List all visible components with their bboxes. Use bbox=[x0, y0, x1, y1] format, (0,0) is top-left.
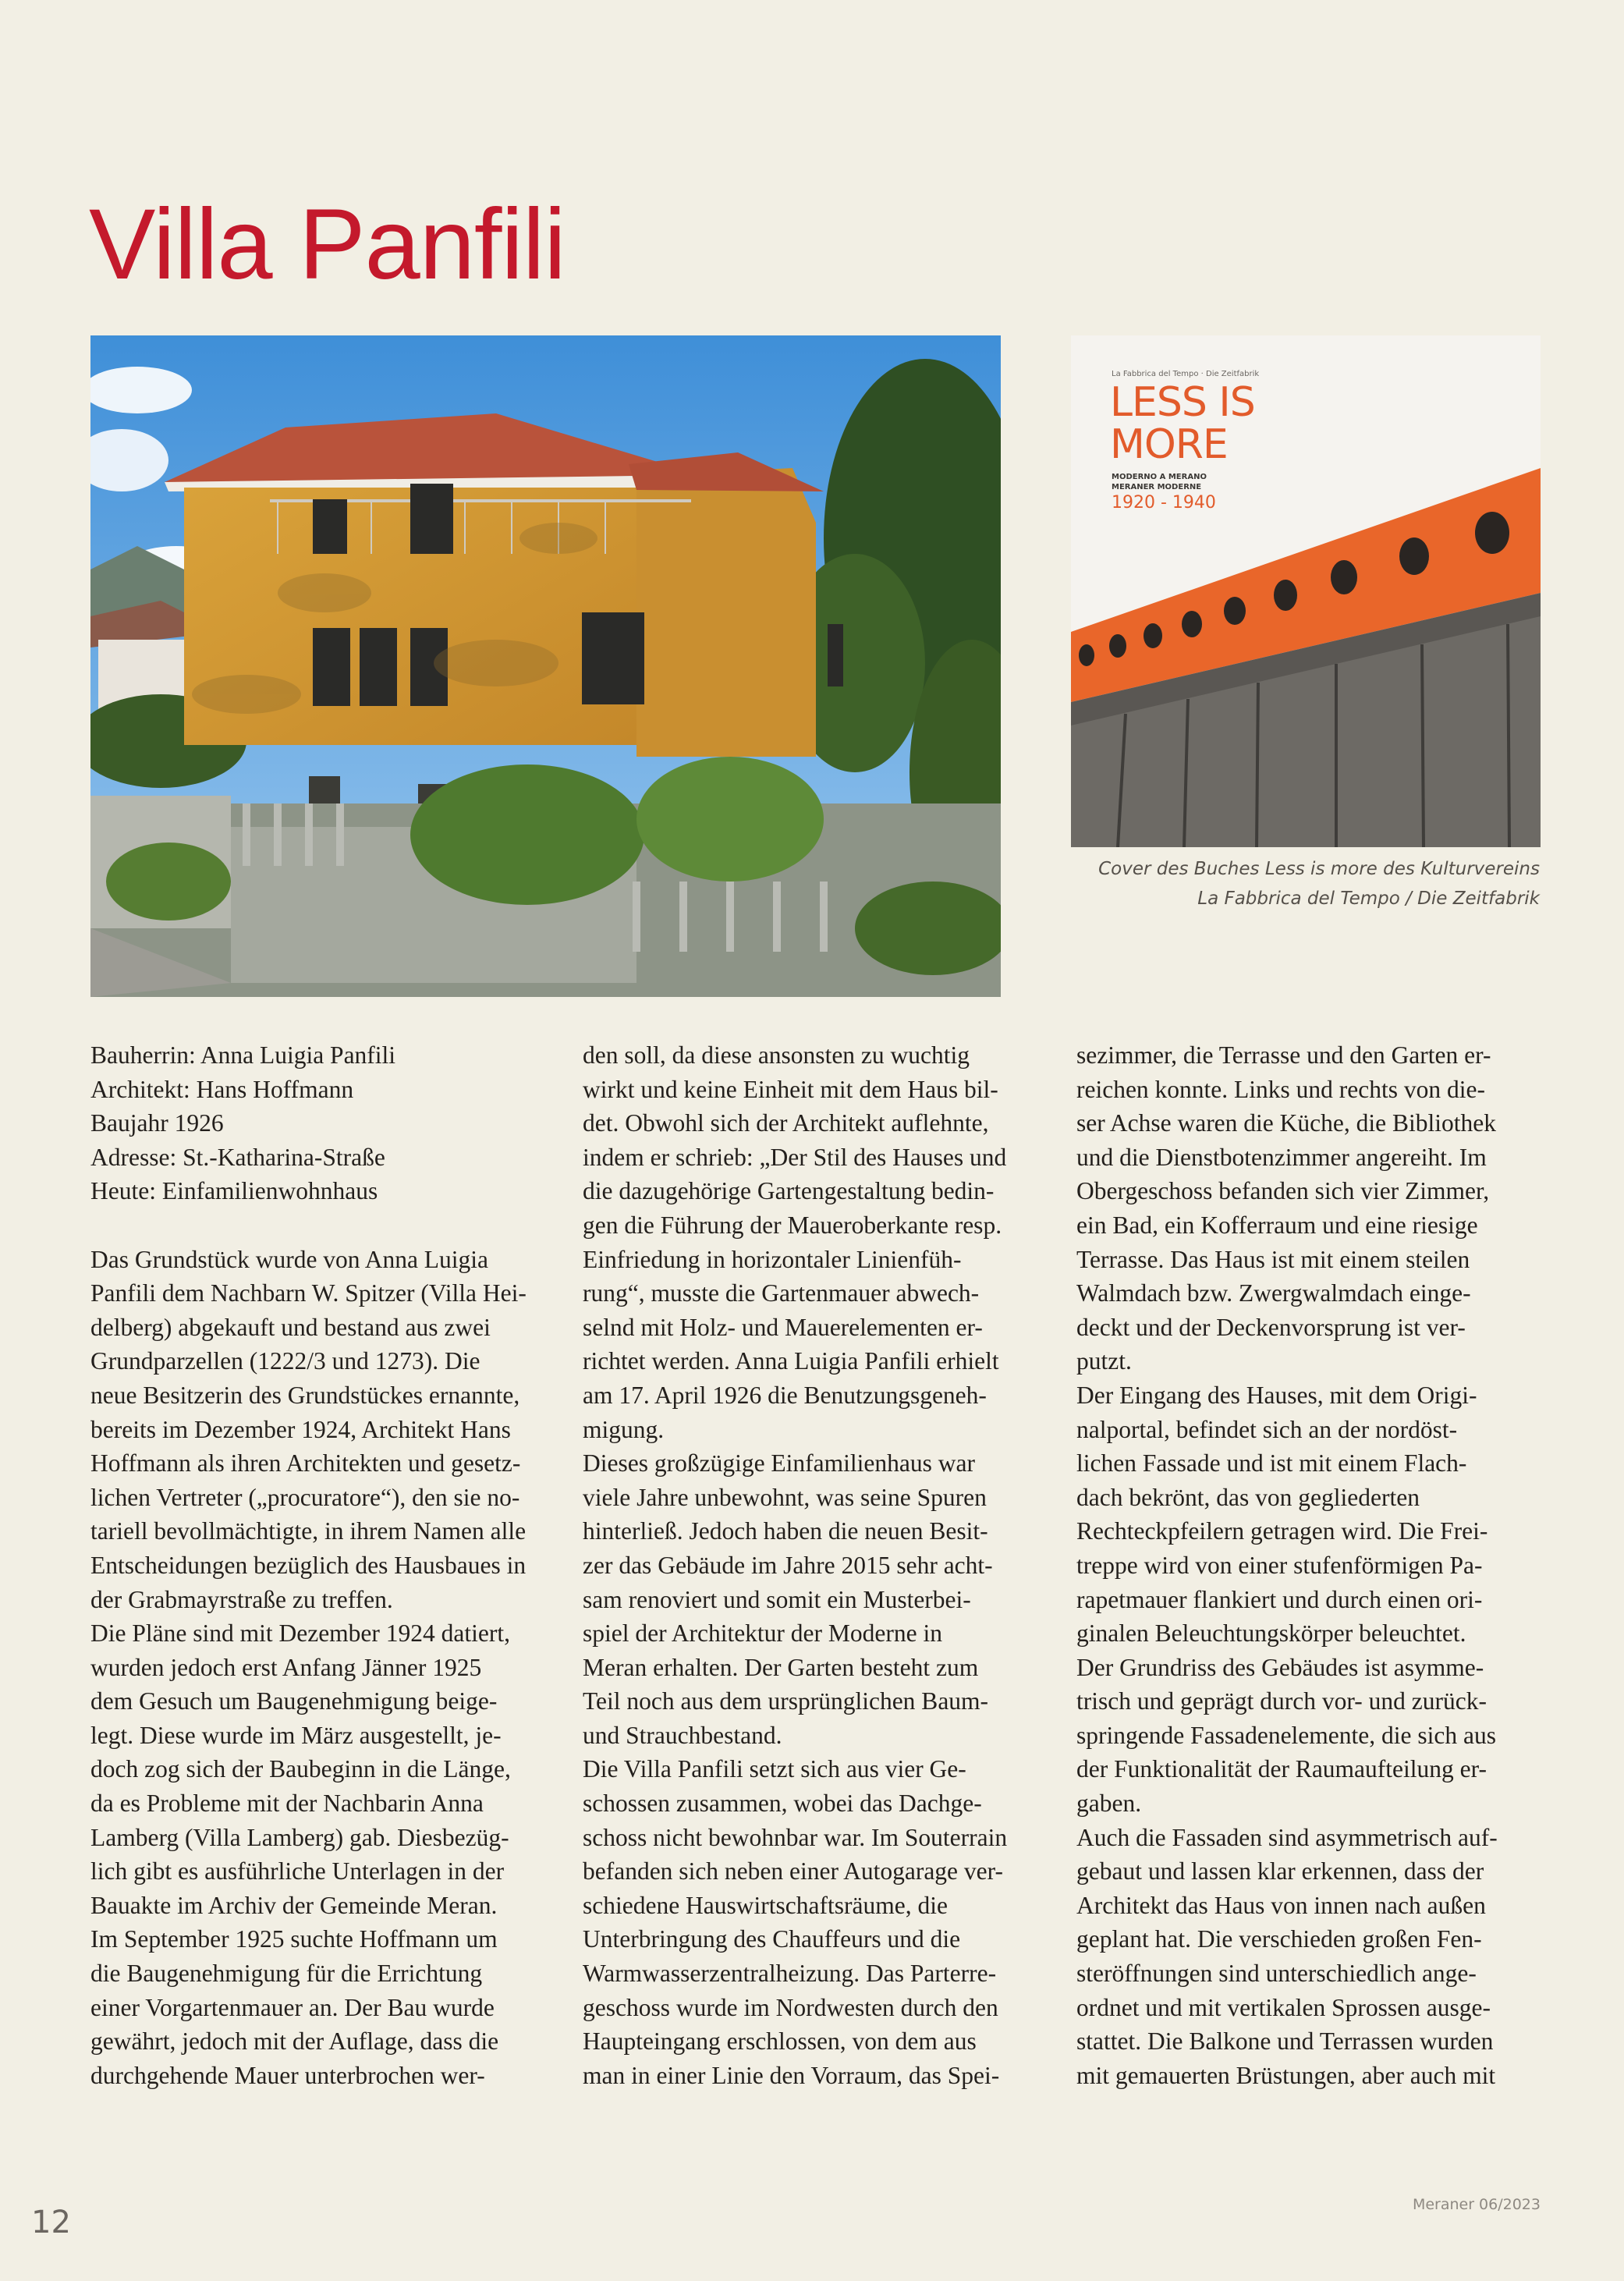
cover-title-line1: LESS IS bbox=[1110, 379, 1255, 426]
paragraph: Das Grundstück wurde von Anna Luigia Panfili dem Nachbarn W. Spitzer (Villa Hei- delberg) abgekauft und bestand aus zwei Grundparzellen (1222/3 und 1273). Die neue Besitzerin des Grundstückes ernannte, bereits im Dezember 1924, Architekt Hans Hoffmann als ihren Architekten und gesetz- lichen Vertreter („procuratore“), den sie no- tariell bevollmächtigte, in ihrem Namen alle Entscheidungen bezüglich des Hausbaues in der Grabmayrstraße zu treffen. bbox=[90, 1245, 527, 1613]
paragraph: Die Villa Panfili setzt sich aus vier Ge- schossen zusammen, wobei das Dachge- schoss nicht bewohnbar war. Im Souterrain befanden sich neben einer Autogarage ver- schiedene Hauswirtschaftsräume, die Unterbringung des Chauffeurs und die Warmwasserzentralheizung. Das Parterre- geschoss wurde im Nordwesten durch den Haupteingang erschlossen, von dem aus man in einer Linie den Vorraum, das Spei- bbox=[583, 1755, 1008, 2089]
paragraph: Der Grundriss des Gebäudes ist asymme- trisch und geprägt durch vor- und zurück- springende Fassadenelemente, die sich aus der Funktionalität der Raumaufteilung er- gaben. bbox=[1076, 1653, 1496, 1818]
paragraph: Der Eingang des Hauses, mit dem Origi- nalportal, befindet sich an der nordöst- lichen Fassade und ist mit einem Flach- dach bekrönt, das von gegliederten Rechteckpfeilern getragen wird. Die Frei- treppe wird von einer stufenförmigen Pa- rapetmauer flankiert und durch einen ori- ginalen Beleuchtungskörper beleuchtet. bbox=[1076, 1381, 1488, 1648]
paragraph: Dieses großzügige Einfamilienhaus war viele Jahre unbewohnt, was seine Spuren hinterließ. Jedoch haben die neuen Besit- zer das Gebäude im Jahre 2015 sehr acht- sam renoviert und somit ein Musterbei- spiel der Architektur der Moderne in Meran erhalten. Der Garten besteht zum Teil noch aus dem ursprünglichen Baum- und Strauchbestand. bbox=[583, 1449, 993, 1749]
cover-title-line2: MORE bbox=[1110, 421, 1228, 468]
book-cover-image bbox=[1071, 335, 1541, 847]
text-column-1 bbox=[90, 1038, 535, 2092]
cover-years: 1920 - 1940 bbox=[1112, 493, 1216, 513]
caption-line-1: Cover des Buches Less is more des Kulturvereins bbox=[1098, 859, 1540, 879]
paragraph: Auch die Fassaden sind asymmetrisch auf- gebaut und lassen klar erkennen, dass der Architekt das Haus von innen nach außen geplant hat. Die verschieden großen Fen- steröffnungen sind unterschiedlich ange- ordnet und mit vertikalen Sprossen ausge- stattet. Die Balkone und Terrassen wurden mit gemauerten Brüstungen, aber auch mit bbox=[1076, 1823, 1498, 2089]
paragraph: sezimmer, die Terrasse und den Garten er- reichen konnte. Links und rechts von die- ser Achse waren die Küche, die Bibliothek und die Dienstbotenzimmer angereiht. Im Obergeschoss befanden sich vier Zimmer, ein Bad, ein Kofferraum und eine riesige Terrasse. Das Haus ist mit einem steilen Walmdach bzw. Zwergwalmdach einge- deckt und der Deckenvorsprung ist ver- putzt. bbox=[1076, 1041, 1496, 1375]
cover-subtitle-2: MERANER MODERNE bbox=[1112, 483, 1202, 491]
fact-use: Heute: Einfamilienwohnhaus bbox=[90, 1177, 378, 1205]
cover-publisher: La Fabbrica del Tempo · Die Zeitfabrik bbox=[1112, 370, 1260, 378]
image-caption bbox=[994, 854, 1540, 913]
caption-line-2: La Fabbrica del Tempo / Die Zeitfabrik bbox=[1197, 889, 1540, 909]
text-column-2 bbox=[583, 1038, 1027, 2092]
paragraph: Die Pläne sind mit Dezember 1924 datiert, wurden jedoch erst Anfang Jänner 1925 dem Gesuch um Baugenehmigung beige- legt. Diese wurde im März ausgestellt, je- doch zog sich der Baubeginn in die Länge, da es Probleme mit der Nachbarin Anna Lamberg (Villa Lamberg) gab. Diesbezüg- lich gibt es ausführliche Unterlagen in der Bauakte im Archiv der Gemeinde Meran. Im September 1925 suchte Hoffmann um die Baugenehmigung für die Errichtung einer Vorgartenmauer an. Der Bau wurde gewährt, jedoch mit der Auflage, dass die durchgehende Mauer unterbrochen wer- bbox=[90, 1619, 511, 2089]
villa-photo bbox=[90, 335, 1001, 997]
issue-label: Meraner 06/2023 bbox=[1412, 2196, 1541, 2213]
paragraph: den soll, da diese ansonsten zu wuchtig wirkt und keine Einheit mit dem Haus bil- det. Obwohl sich der Architekt auflehnte, indem er schrieb: „Der Stil des Hauses und die dazugehörige Gartengestaltung bedin- gen die Führung der Maueroberkante resp. Einfriedung in horizontaler Linienfüh- rung“, musste die Gartenmauer abwech- selnd mit Holz- und Mauerelementen er- richtet werden. Anna Luigia Panfili erhielt am 17. April 1926 die Benutzungsgeneh- migung. bbox=[583, 1041, 1007, 1443]
fact-builder: Bauherrin: Anna Luigia Panfili bbox=[90, 1041, 396, 1069]
page-number: 12 bbox=[31, 2205, 71, 2240]
fact-year: Baujahr 1926 bbox=[90, 1109, 224, 1137]
text-column-3 bbox=[1076, 1038, 1521, 2092]
fact-address: Adresse: St.-Katharina-Straße bbox=[90, 1143, 385, 1171]
fact-architect: Architekt: Hans Hoffmann bbox=[90, 1075, 354, 1103]
cover-subtitle-1: MODERNO A MERANO bbox=[1112, 473, 1207, 481]
page-title: Villa Panfili bbox=[89, 189, 566, 300]
